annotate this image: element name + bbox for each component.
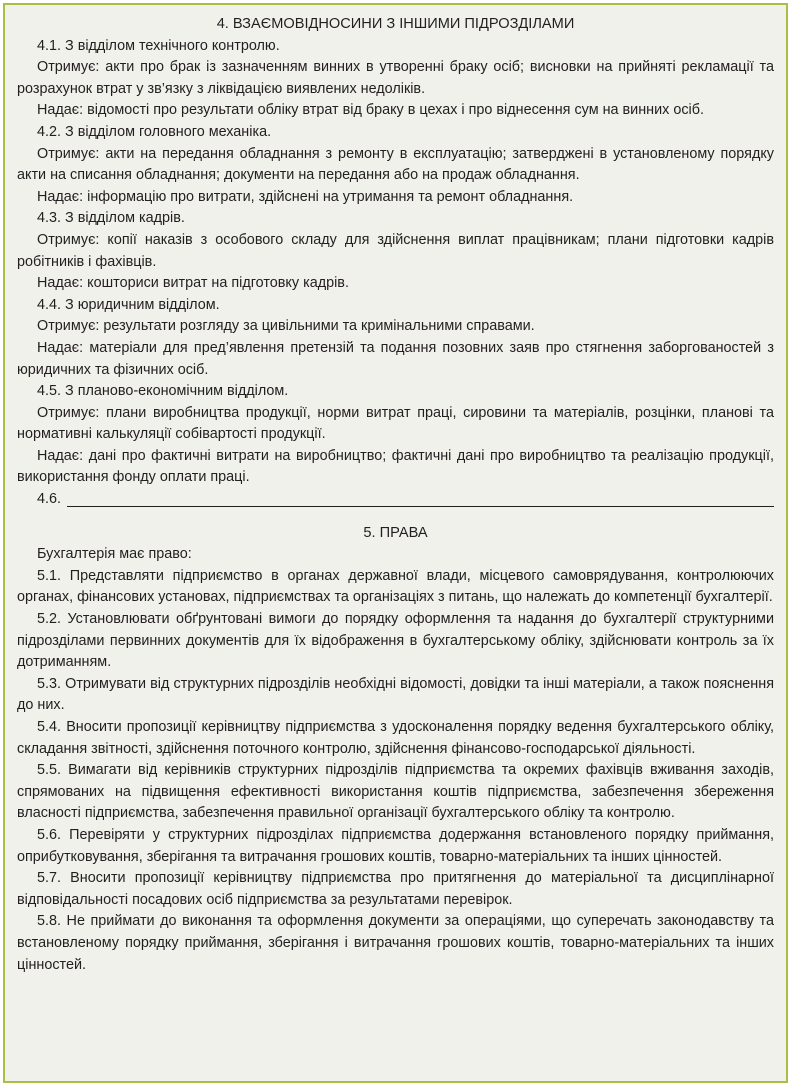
right-item-5-3: 5.3. Отримувати від структурних підрозділів необхідні відомості, довідки та інші матеріали, а також пояснення до них. — [17, 675, 774, 714]
item-heading: 4.2. З відділом головного механіка. — [37, 123, 272, 140]
item-heading: 4.5. З планово-економічним відділом. — [37, 383, 289, 400]
item-receives: Отримує: акти на передання обладнання з ремонту в експлуатацію; затверджені в установленому порядку акти на списання обладнання; документи на передання або на продаж обладнання. — [17, 145, 774, 184]
section-4-item-4-6-blank — [17, 489, 774, 511]
right-item-5-8: 5.8. Не приймати до виконання та оформлення документи за операціями, що суперечать законодавству та встановленому порядку приймання, зберігання і витрачання грошових коштів, товарно-матеріальних та інших цінностей. — [17, 913, 774, 973]
right-item-5-6: 5.6. Перевіряти у структурних підрозділах підприємства додержання встановленого порядку приймання, оприбутковування, зберігання та витрачання грошових коштів, товарно-матеріальних та інших цінностей. — [17, 826, 774, 865]
item-provides: Надає: відомості про результати обліку втрат від браку в цехах і про віднесення сум на винних осіб. — [37, 102, 704, 119]
right-item-5-4: 5.4. Вносити пропозиції керівництву підприємства з удосконалення порядку ведення бухгалтерського обліку, складання звітності, здійснення поточного контролю, здійснення фінансово-господарської діяльності. — [17, 719, 774, 757]
item-provides: Надає: матеріали для пред’явлення претензій та подання позовних заяв про стягнення заборгованостей з юридичних та фізичних осіб. — [17, 339, 774, 378]
item-receives: Отримує: копії наказів з особового складу для здійснення виплат працівникам; плани підготовки кадрів робітників і фахівців. — [17, 231, 774, 270]
fill-in-line — [67, 491, 774, 507]
item-provides: Надає: кошториси витрат на підготовку кадрів. — [37, 275, 349, 292]
section-5-title: 5. ПРАВА — [363, 524, 428, 541]
section-4-item-4-5 — [17, 381, 774, 489]
item-heading: 4.4. З юридичним відділом. — [37, 296, 220, 313]
section-4-item-4-2 — [17, 122, 774, 208]
item-provides: Надає: дані про фактичні витрати на виробництво; фактичні дані про виробництво та реалізацію продукції, використання фонду оплати праці. — [17, 447, 774, 486]
item-receives: Отримує: плани виробництва продукції, норми витрат праці, сировини та матеріалів, розцінки, планові та нормативні калькуляції собівартості продукції. — [17, 404, 774, 443]
right-item-5-2: 5.2. Установлювати обґрунтовані вимоги до порядку оформлення та надання до бухгалтерії структурними підрозділами первинних документів для їх відображення в бухгалтерському обліку, здійснювати контроль за їх дотриманням. — [17, 611, 774, 671]
item-heading: 4.3. З відділом кадрів. — [37, 210, 185, 227]
item-heading: 4.1. З відділом технічного контролю. — [37, 37, 280, 54]
section-4-item-4-3 — [17, 208, 774, 294]
section-4-item-4-1 — [17, 36, 774, 122]
blank-item-number: 4.6. — [37, 491, 62, 508]
item-receives: Отримує: результати розгляду за цивільними та кримінальними справами. — [37, 318, 535, 335]
section-5-intro: Бухгалтерія має право: — [37, 546, 192, 563]
right-item-5-1: 5.1. Представляти підприємство в органах державної влади, місцевого самоврядування, контролюючих органах, фінансових установах, підприємствах та організаціях з питань, що належать до компетенції бухгалтерії. — [17, 567, 774, 606]
right-item-5-7: 5.7. Вносити пропозиції керівництву підприємства про притягнення до матеріальної та дисциплінарної відповідальності посадових осіб підприємства за результатами перевірок. — [17, 870, 774, 908]
document-page — [3, 3, 788, 1083]
right-item-5-5: 5.5. Вимагати від керівників структурних підрозділів підприємства та окремих фахівців вживання заходів, спрямованих на підвищення ефективності використання коштів підприємства, забезпечення збереження власності підприємства, забезпечення правильної організації бухгалтерського обліку та контролю. — [17, 762, 774, 822]
item-receives: Отримує: акти про брак із зазначенням винних в утворенні браку осіб; висновки на прийняті рекламації та розрахунок втрат у зв’язку з ліквідацією виявлених недоліків. — [17, 59, 774, 97]
section-4-title: 4. ВЗАЄМОВІДНОСИНИ З ІНШИМИ ПІДРОЗДІЛАМИ — [216, 16, 575, 32]
section-4-item-4-4 — [17, 295, 774, 381]
item-provides: Надає: інформацію про витрати, здійснені на утримання та ремонт обладнання. — [37, 188, 574, 205]
